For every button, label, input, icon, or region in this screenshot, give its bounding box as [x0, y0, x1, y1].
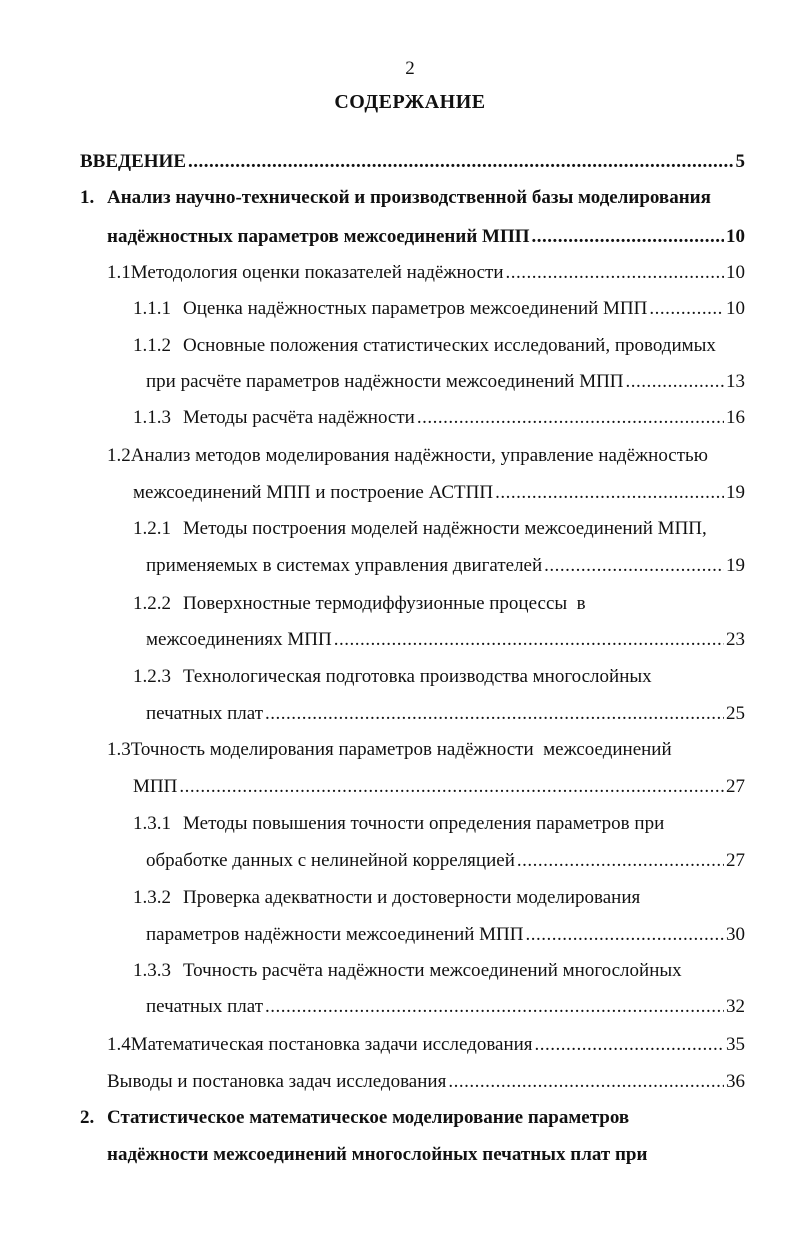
toc-entry-1-4[interactable]: [107, 1033, 745, 1057]
toc-page-number: 19: [726, 555, 745, 576]
toc-page-number: 5: [735, 151, 745, 172]
dot-leader: [417, 406, 724, 430]
toc-label: межсоединениях МПП: [146, 629, 332, 650]
toc-number: 2.: [80, 1107, 95, 1128]
dot-leader: [265, 702, 724, 726]
dot-leader: [179, 775, 724, 799]
toc-entry-1-3-1[interactable]: [133, 812, 664, 836]
toc-entry-ch1[interactable]: [80, 186, 711, 210]
toc-page-number: 13: [726, 371, 745, 392]
dot-leader: [495, 481, 724, 505]
toc-number: 1.1.2: [133, 335, 171, 356]
toc-label: Статистическое математическое моделирование параметров: [107, 1107, 630, 1128]
dot-leader: [265, 995, 724, 1019]
toc-number: 1.1.3: [133, 407, 171, 428]
toc-label: обработке данных с нелинейной корреляцией: [146, 850, 515, 871]
toc-entry-1-1-3[interactable]: [133, 406, 745, 430]
toc-label: Основные положения статистических исследований, проводимых: [183, 335, 716, 356]
toc-number: 1.3: [107, 739, 131, 760]
toc-entry-1-2-1-cont[interactable]: [146, 554, 745, 578]
toc-page-number: 23: [726, 629, 745, 650]
toc-label: Поверхностные термодиффузионные процессы в: [183, 593, 586, 614]
toc-label: надёжности межсоединений многослойных печатных плат при: [107, 1144, 648, 1165]
toc-entry-1-1-1[interactable]: [133, 297, 745, 321]
toc-entry-ch1-cont[interactable]: [107, 225, 745, 249]
toc-number: 1.3.2: [133, 887, 171, 908]
toc-number: 1.1: [107, 262, 131, 283]
toc-number: 1.2.3: [133, 666, 171, 687]
toc-entry-1-2-cont[interactable]: [133, 481, 745, 505]
toc-number: 1.2.2: [133, 593, 171, 614]
toc-page-number: 32: [726, 996, 745, 1017]
toc-label: Оценка надёжностных параметров межсоединений МПП: [183, 298, 648, 319]
dot-leader: [188, 150, 734, 174]
dot-leader: [517, 849, 724, 873]
dot-leader: [544, 554, 724, 578]
toc-entry-1-1-2-cont[interactable]: [146, 370, 745, 394]
dot-leader: [506, 261, 724, 285]
dot-leader: [526, 923, 725, 947]
toc-label: Точность расчёта надёжности межсоединений многослойных: [183, 960, 682, 981]
toc-page-number: 30: [726, 924, 745, 945]
toc-label: параметров надёжности межсоединений МПП: [146, 924, 524, 945]
toc-label: Методы построения моделей надёжности межсоединений МПП,: [183, 518, 707, 539]
toc-page-number: 10: [726, 298, 745, 319]
toc-label: печатных плат: [146, 996, 264, 1017]
toc-label: МПП: [133, 776, 178, 797]
toc-entry-1-3-cont[interactable]: [133, 775, 745, 799]
toc-entry-1-2-3-cont[interactable]: [146, 702, 745, 726]
toc-number: 1.1.1: [133, 298, 171, 319]
toc-entry-1-1[interactable]: [107, 261, 745, 285]
toc-entry-1-2-2-cont[interactable]: [146, 628, 745, 652]
toc-label: Анализ научно-технической и производственной базы моделирования: [107, 187, 711, 208]
toc-page-number: 16: [726, 407, 745, 428]
toc-label: печатных плат: [146, 703, 264, 724]
toc-number: 1.4: [107, 1034, 131, 1055]
toc-entry-1-2-3[interactable]: [133, 665, 652, 689]
page-number: 2: [405, 58, 415, 79]
page-title: СОДЕРЖАНИЕ: [334, 91, 486, 113]
toc-number: 1.3.1: [133, 813, 171, 834]
toc-entry-intro[interactable]: [80, 150, 745, 174]
toc-label: Методология оценки показателей надёжности: [130, 262, 504, 283]
toc-page-number: 25: [726, 703, 745, 724]
toc-entry-1-3-2[interactable]: [133, 886, 640, 910]
toc-entry-1-3-2-cont[interactable]: [146, 923, 745, 947]
toc-entry-ch2-cont[interactable]: [107, 1143, 647, 1167]
toc-entry-conclusions[interactable]: [107, 1070, 745, 1094]
dot-leader: [649, 297, 724, 321]
toc-label: применяемых в системах управления двигателей: [146, 555, 543, 576]
dot-leader: [448, 1070, 724, 1094]
dot-leader: [626, 370, 724, 394]
toc-entry-1-1-2[interactable]: [133, 334, 716, 358]
toc-label: Проверка адекватности и достоверности моделирования: [183, 887, 641, 908]
toc-page-number: 27: [726, 776, 745, 797]
toc-page-number: 27: [726, 850, 745, 871]
toc-label: Технологическая подготовка производства многослойных: [183, 666, 652, 687]
dot-leader: [334, 628, 724, 652]
toc-number: 1.: [80, 187, 95, 208]
toc-label: Анализ методов моделирования надёжности, управление надёжностью: [130, 445, 708, 466]
toc-entry-1-3[interactable]: [107, 738, 672, 762]
toc-label: Выводы и постановка задач исследования: [107, 1071, 447, 1092]
toc-page-number: 19: [726, 482, 745, 503]
toc-label: межсоединений МПП и построение АСТПП: [133, 482, 494, 503]
toc-entry-1-3-1-cont[interactable]: [146, 849, 745, 873]
toc-label: ВВЕДЕНИЕ: [80, 151, 186, 172]
toc-number: 1.2: [107, 445, 131, 466]
toc-entry-1-3-3-cont[interactable]: [146, 995, 745, 1019]
toc-page-number: 10: [726, 262, 745, 283]
toc-entry-1-2-1[interactable]: [133, 517, 707, 541]
toc-label: Методы расчёта надёжности: [183, 407, 415, 428]
toc-label: Точность моделирования параметров надёжности межсоединений: [130, 739, 672, 760]
toc-label: надёжностных параметров межсоединений МПП: [107, 226, 530, 247]
toc-entry-ch2[interactable]: [80, 1106, 629, 1130]
toc-number: 1.2.1: [133, 518, 171, 539]
toc-entry-1-3-3[interactable]: [133, 959, 682, 983]
dot-leader: [535, 1033, 724, 1057]
toc-number: 1.3.3: [133, 960, 171, 981]
toc-label: при расчёте параметров надёжности межсоединений МПП: [146, 371, 624, 392]
toc-entry-1-2[interactable]: [107, 444, 708, 468]
toc-page-number: 10: [726, 226, 745, 247]
dot-leader: [532, 225, 724, 249]
toc-label: Методы повышения точности определения параметров при: [183, 813, 665, 834]
toc-label: Математическая постановка задачи исследования: [130, 1034, 533, 1055]
toc-page-number: 35: [726, 1034, 745, 1055]
toc-page-number: 36: [726, 1071, 745, 1092]
toc-entry-1-2-2[interactable]: [133, 592, 586, 616]
